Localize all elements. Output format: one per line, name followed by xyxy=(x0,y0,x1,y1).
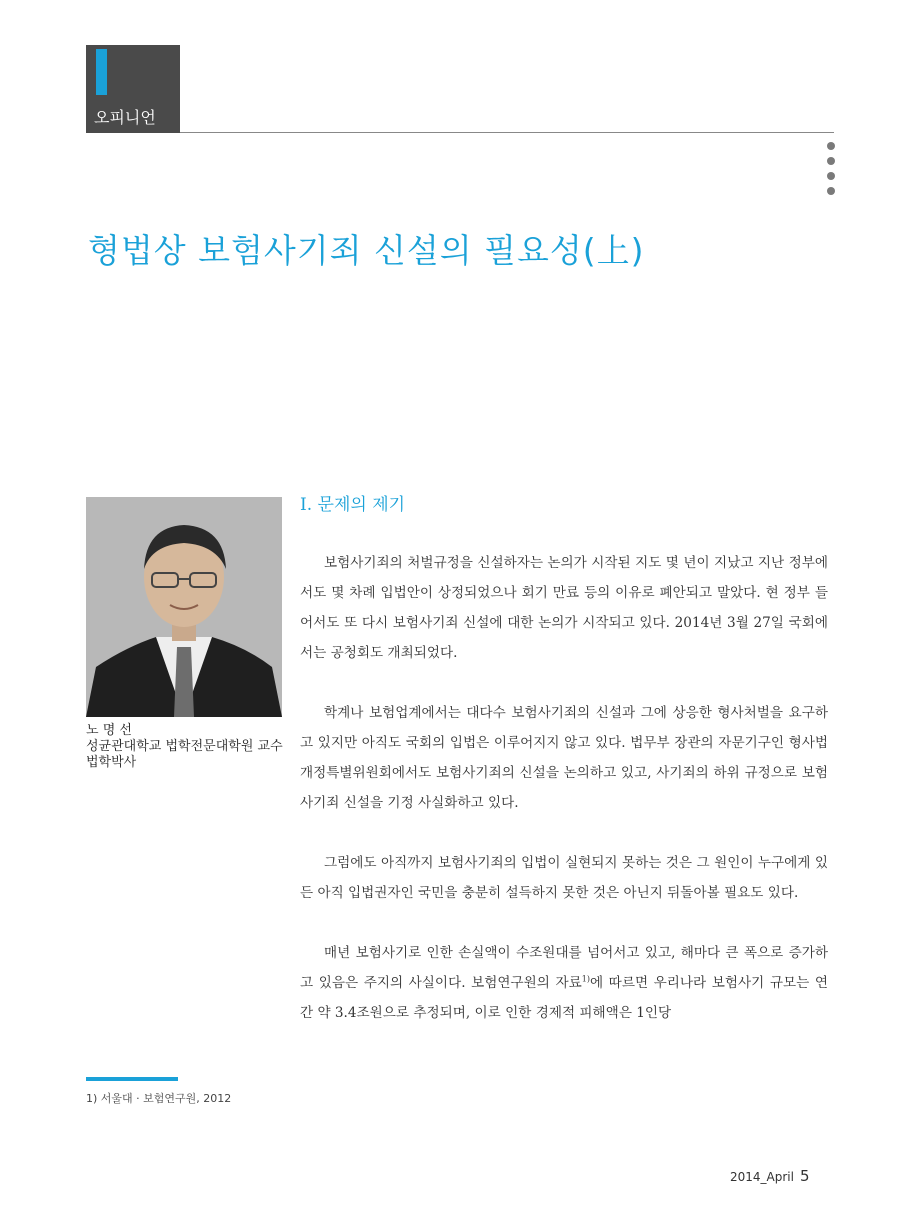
author-info xyxy=(86,723,283,771)
decorative-dots xyxy=(827,142,839,202)
section-heading: I. 문제의 제기 xyxy=(300,495,406,515)
header-rule xyxy=(180,132,834,133)
author-degree: 법학박사 xyxy=(86,755,137,770)
footnote-reference[interactable]: 1) xyxy=(581,974,590,984)
author-name: 노 명 선 xyxy=(86,723,132,738)
dot xyxy=(827,187,835,195)
section-tag-accent-bar xyxy=(96,49,107,95)
dot xyxy=(827,142,835,150)
article-title: 형법상 보험사기죄 신설의 필요성(上) xyxy=(88,231,645,270)
page-number: 5 xyxy=(799,1167,810,1185)
section-label: 오피니언 xyxy=(94,108,156,127)
paragraph xyxy=(300,938,828,1028)
author-affiliation: 성균관대학교 법학전문대학원 교수 xyxy=(86,739,283,754)
page-footer xyxy=(730,1166,810,1185)
issue-label: 2014_April xyxy=(730,1170,794,1184)
paragraph: 그럼에도 아직까지 보험사기죄의 입법이 실현되지 못하는 것은 그 원인이 누구에게 있든 아직 입법권자인 국민을 충분히 설득하지 못한 것은 아닌지 뒤돌아볼 필요도 있다. xyxy=(300,855,829,901)
dot xyxy=(827,157,835,165)
article-body xyxy=(300,548,828,1058)
dot xyxy=(827,172,835,180)
section-tag xyxy=(86,45,180,133)
author-photo xyxy=(86,497,282,717)
paragraph-text-after: 에 따르면 우리나라 보험사기 규모는 연간 약 3.4조원으로 추정되며, 이로 인한 경제적 피해액은 1인당 xyxy=(300,975,828,1021)
paragraph: 학계나 보험업계에서는 대다수 보험사기죄의 신설과 그에 상응한 형사처벌을 요구하고 있지만 아직도 국회의 입법은 이루어지지 않고 있다. 법무부 장관의 자문기구인 형사법개정특별위원회에서도 보험사기죄의 신설을 논의하고 있고, 사기죄의 하위 규정으로 보험사기죄 신설을 기정 사실화하고 있다. xyxy=(300,705,828,811)
paragraph: 보험사기죄의 처벌규정을 신설하자는 논의가 시작된 지도 몇 년이 지났고 지난 정부에서도 몇 차례 입법안이 상정되었으나 회기 만료 등의 이유로 폐안되고 말았다. 현 정부 들어서도 또 다시 보험사기죄 신설에 대한 논의가 시작되고 있다. 2014년 3월 27일 국회에서는 공청회도 개최되었다. xyxy=(300,555,828,661)
footnote: 1) 서울대 · 보험연구원, 2012 xyxy=(86,1092,232,1105)
portrait-illustration xyxy=(86,497,282,717)
paragraph-text-before: 매년 보험사기로 인한 손실액이 수조원대를 넘어서고 있고, 해마다 큰 폭으로 증가하고 있음은 주지의 사실이다. 보험연구원의 자료 xyxy=(300,945,828,991)
footnote-rule xyxy=(86,1077,178,1081)
